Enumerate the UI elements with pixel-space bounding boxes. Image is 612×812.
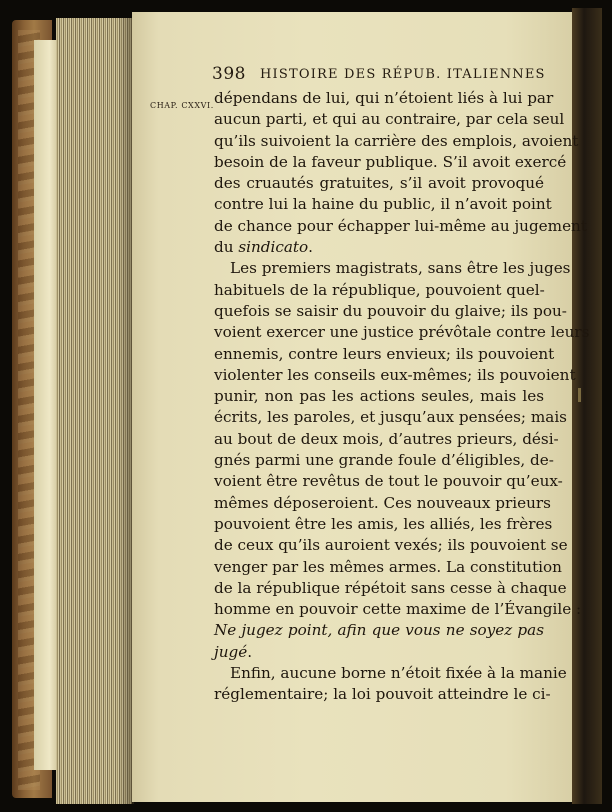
text-line [214,88,554,109]
text-line-content: punir, non pas les actions seules, mais les [214,387,544,406]
body-text [214,88,590,706]
text-line [214,642,544,663]
text-line [214,280,544,301]
text-line [214,599,582,620]
text-line [214,663,567,684]
text-line-content: dépendans de lui, qui n’étoient liés à lui par [214,89,554,107]
text-line-content: réglementaire; la loi pouvoit atteindre le ci- [214,685,551,704]
text-line-content: de chance pour échapper lui-même au jugement [214,216,587,235]
running-head: HISTOIRE DES RÉPUB. ITALIENNES [260,67,546,82]
text-line-content: gnés parmi une grande foule d’éligibles, de- [214,451,554,470]
text-line-content: habituels de la république, pouvoient quel- [214,280,545,299]
text-line [214,429,559,450]
italic-text: Ne jugez point, afin que vous ne soyez pas [214,621,544,640]
text-line-content: voient être revêtus de tout le pouvoir qu’eux- [214,472,563,491]
text-line [214,237,544,258]
text-line [214,344,555,365]
text-line-content: homme en pouvoir cette maxime de l’Évangile : [214,600,582,619]
edge-mark [578,388,581,402]
text-line-content: quefois se saisir du pouvoir du glaive; ils pou- [214,301,567,320]
text-line [214,535,568,556]
text-line [214,322,590,343]
text-line [214,620,544,641]
text-line [214,684,551,705]
facing-page-edge [572,8,602,804]
text-line-content: ennemis, contre leurs envieux; ils pouvoient [214,344,555,363]
text-line [214,194,552,215]
text-line-content: écrits, les paroles, et jusqu’aux pensées; mais [214,408,567,427]
text-line-content: Les premiers magistrats, sans être les juges [230,259,571,278]
punctuation: . [247,642,253,661]
punctuation: . [308,238,313,257]
text-line-content: au bout de deux mois, d’autres prieurs, dési- [214,429,559,448]
text-line-content: pouvoient être les amis, les alliés, les frères [214,514,553,533]
text-line-content: Enfin, aucune borne n’étoit fixée à la manie [230,664,567,683]
text-line [214,471,563,492]
italic-text: sindicato [238,238,309,257]
text-line [214,365,576,386]
chapter-margin-note: CHAP. CXXVI. [150,101,214,110]
text-line-content: mêmes déposeroient. Ces nouveaux prieurs [214,493,551,512]
text-line [214,152,567,173]
italic-text: jugé [214,642,248,661]
text-line-content: de ceux qu’ils auroient vexés; ils pouvoient se [214,536,568,555]
text-line [214,407,567,428]
text-line [214,173,544,194]
text-line [214,216,587,237]
text-line [214,109,565,130]
text-line-content: des cruautés gratuites, s’il avoit provoqué [214,174,544,193]
page-number: 398 [212,64,246,84]
text-line [214,258,571,279]
text-line [214,578,567,599]
text-line-content: du [214,238,239,257]
text-line-content: de la république répétoit sans cesse à chaque [214,578,567,597]
text-line-content: venger par les mêmes armes. La constitution [214,557,562,576]
text-line [214,450,554,471]
text-line-content: besoin de la faveur publique. S’il avoit exercé [214,152,567,171]
text-line-content: contre lui la haine du public, il n’avoit point [214,195,552,214]
text-line-content: aucun parti, et qui au contraire, par cela seul [214,110,565,129]
page-header [212,64,572,86]
text-line-content: voient exercer une justice prévôtale contre leurs [214,323,590,342]
text-line-content: qu’ils suivoient la carrière des emplois, avoient [214,131,579,150]
text-line [214,557,562,578]
text-line [214,386,544,407]
text-line [214,514,553,535]
text-line [214,301,567,322]
text-line [214,493,551,514]
text-line-content: violenter les conseils eux-mêmes; ils pouvoient [214,365,576,384]
text-line [214,131,579,152]
